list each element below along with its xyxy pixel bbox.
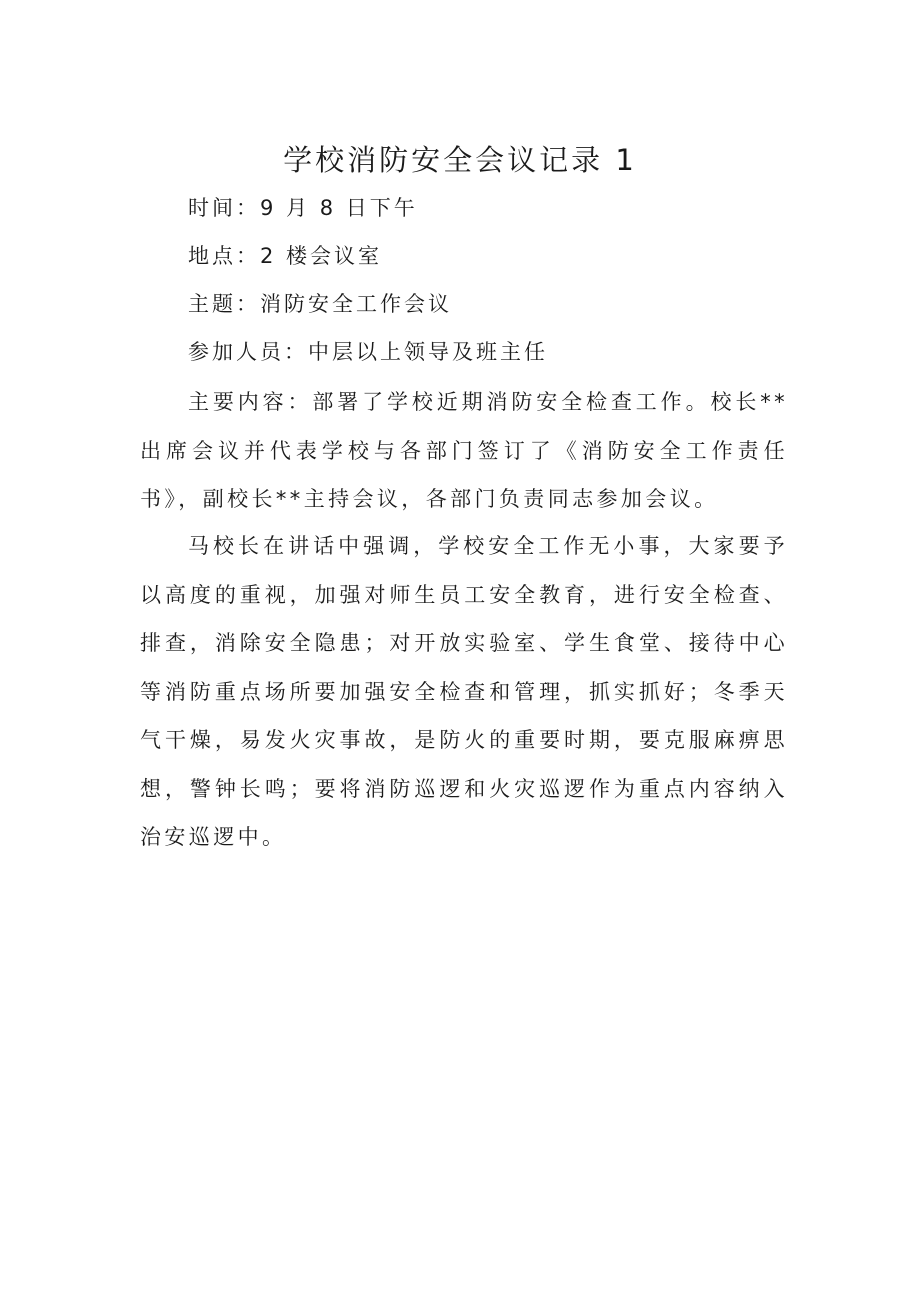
- main-content-paragraph: 主要内容：部署了学校近期消防安全检查工作。校长**出席会议并代表学校与各部门签订了《消防安全工作责任书》，副校长**主持会议，各部门负责同志参加会议。: [140, 390, 788, 511]
- speech-paragraph: 马校长在讲话中强调，学校安全工作无小事，大家要予以高度的重视，加强对师生员工安全教育，进行安全检查、排查，消除安全隐患；对开放实验室、学生食堂、接待中心等消防重点场所要加强安全检查和管理，抓实抓好；冬季天气干燥，易发火灾事故，是防火的重要时期，要克服麻痹思想，警钟长鸣；要将消防巡逻和火灾巡逻作为重点内容纳入治安巡逻中。: [140, 534, 788, 849]
- meeting-time: 时间：9 月 8 日下午: [188, 196, 418, 220]
- document-title: 学校消防安全会议记录 1: [283, 143, 637, 177]
- meeting-attendees: 参加人员：中层以上领导及班主任: [188, 340, 548, 364]
- meeting-place: 地点：2 楼会议室: [188, 244, 383, 268]
- meeting-topic: 主题：消防安全工作会议: [188, 292, 452, 316]
